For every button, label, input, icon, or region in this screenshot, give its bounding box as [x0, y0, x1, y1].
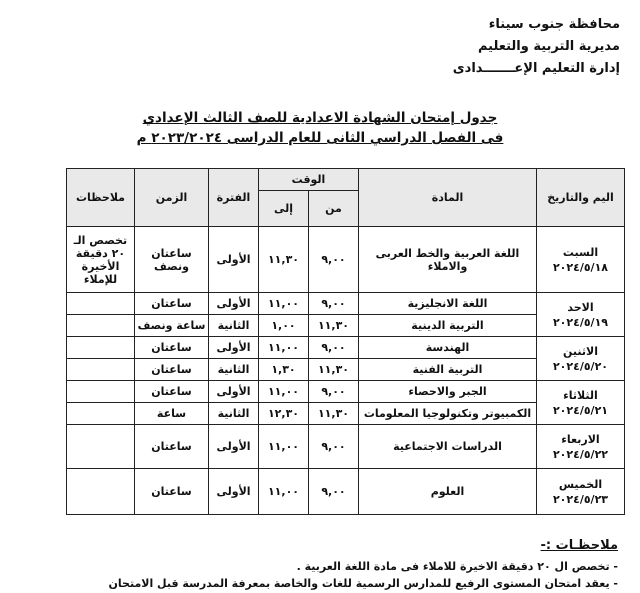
day-date-cell — [537, 227, 625, 293]
day-name: السبت — [562, 245, 599, 259]
from-time-cell: ٩,٠٠ — [309, 469, 359, 515]
notes-cell — [67, 381, 135, 403]
duration-cell: ساعتان — [135, 425, 209, 469]
table-row — [67, 293, 625, 315]
duration-cell: ساعتان — [135, 469, 209, 515]
table-row — [67, 469, 625, 515]
day-date-cell — [537, 293, 625, 337]
to-time-cell: ١,٣٠ — [259, 359, 309, 381]
day-name: الخميس — [558, 477, 603, 491]
administration-line: إدارة التعليم الإعـــــــدادى — [452, 61, 620, 76]
directorate-line: مديرية التربية والتعليم — [477, 39, 620, 54]
subject-cell: التربية الفنية — [359, 359, 537, 381]
to-time-cell: ١١,٠٠ — [259, 337, 309, 359]
notes-cell — [67, 425, 135, 469]
exam-date: ٢٠٢٤/٥/١٩ — [552, 315, 609, 329]
title-line-2: فى الفصل الدراسي الثانى للعام الدراسى ٢٠٢٣/٢٠٢٤ م — [136, 130, 504, 146]
subject-cell: التربية الدينية — [359, 315, 537, 337]
period-cell: الأولى — [209, 227, 259, 293]
to-time-cell: ١١,٠٠ — [259, 293, 309, 315]
table-row — [67, 227, 625, 293]
from-time-cell: ٩,٠٠ — [309, 293, 359, 315]
header-to: إلى — [259, 191, 309, 227]
to-time-cell: ١١,٠٠ — [259, 469, 309, 515]
day-name: الاربعاء — [561, 432, 600, 446]
day-date-cell — [537, 425, 625, 469]
subject-cell: اللغة الانجليزية — [359, 293, 537, 315]
subject-cell: العلوم — [359, 469, 537, 515]
header-time: الوقت — [259, 169, 359, 191]
period-cell: الأولى — [209, 337, 259, 359]
header-duration: الزمن — [135, 169, 209, 227]
duration-cell: ساعة — [135, 403, 209, 425]
subject-cell: الهندسة — [359, 337, 537, 359]
period-cell: الثانية — [209, 359, 259, 381]
exam-date: ٢٠٢٤/٥/٢٢ — [552, 447, 609, 461]
to-time-cell: ١١,٠٠ — [259, 381, 309, 403]
header-day-date: اليم والتاريخ — [537, 169, 625, 227]
exam-date: ٢٠٢٤/٥/٢٣ — [552, 492, 609, 506]
duration-cell: ساعتان ونصف — [135, 227, 209, 293]
from-time-cell: ١١,٣٠ — [309, 359, 359, 381]
table-row — [67, 381, 625, 403]
period-cell: الأولى — [209, 293, 259, 315]
to-time-cell: ١١,٠٠ — [259, 425, 309, 469]
period-cell: الأولى — [209, 425, 259, 469]
notes-list — [109, 558, 618, 592]
period-cell: الثانية — [209, 403, 259, 425]
period-cell: الأولى — [209, 381, 259, 403]
to-time-cell: ١٢,٣٠ — [259, 403, 309, 425]
subject-cell: اللغة العربية والخط العربى والاملاء — [359, 227, 537, 293]
duration-cell: ساعتان — [135, 337, 209, 359]
notes-cell — [67, 359, 135, 381]
day-date-cell — [537, 337, 625, 381]
from-time-cell: ٩,٠٠ — [309, 227, 359, 293]
document-title — [90, 108, 550, 148]
header-from: من — [309, 191, 359, 227]
header-subject: المادة — [359, 169, 537, 227]
duration-cell: ساعة ونصف — [135, 315, 209, 337]
from-time-cell: ٩,٠٠ — [309, 425, 359, 469]
duration-cell: ساعتان — [135, 293, 209, 315]
duration-cell: ساعتان — [135, 359, 209, 381]
table-row — [67, 425, 625, 469]
note-item: - تخصص ال ٢٠ دقيقة الاخيرة للاملاء فى مادة اللغة العربية . — [296, 560, 618, 573]
exam-date: ٢٠٢٤/٥/٢٠ — [552, 359, 609, 373]
exam-schedule-table — [66, 168, 625, 515]
header-notes: ملاحظات — [67, 169, 135, 227]
notes-cell — [67, 315, 135, 337]
from-time-cell: ١١,٣٠ — [309, 315, 359, 337]
day-date-cell — [537, 381, 625, 425]
exam-date: ٢٠٢٤/٥/١٨ — [552, 260, 609, 274]
subject-cell: الدراسات الاجتماعية — [359, 425, 537, 469]
day-name: الثلاثاء — [563, 388, 598, 402]
notes-cell — [67, 293, 135, 315]
notes-heading: ملاحظـات :- — [540, 538, 618, 553]
title-line-1: جدول إمتحان الشهادة الاعدادية للصف الثالث الإعدادي — [142, 110, 498, 126]
to-time-cell: ١١,٣٠ — [259, 227, 309, 293]
from-time-cell: ٩,٠٠ — [309, 381, 359, 403]
exam-date: ٢٠٢٤/٥/٢١ — [552, 403, 609, 417]
from-time-cell: ٩,٠٠ — [309, 337, 359, 359]
period-cell: الأولى — [209, 469, 259, 515]
to-time-cell: ١,٠٠ — [259, 315, 309, 337]
duration-cell: ساعتان — [135, 381, 209, 403]
letterhead — [453, 14, 620, 80]
day-name: الاثنين — [563, 344, 598, 358]
header-period: الفترة — [209, 169, 259, 227]
day-name: الاحد — [567, 300, 594, 314]
notes-cell — [67, 403, 135, 425]
from-time-cell: ١١,٣٠ — [309, 403, 359, 425]
table-row — [67, 337, 625, 359]
subject-cell: الجبر والاحصاء — [359, 381, 537, 403]
day-date-cell — [537, 469, 625, 515]
notes-cell: تخصص الـ ٢٠ دقيقة الأخيرة للإملاء — [67, 227, 135, 293]
notes-cell — [67, 469, 135, 515]
note-item: - يعقد امتحان المستوى الرفيع للمدارس الرسمية للغات والخاصة بمعرفة المدرسة قبل الامتحان — [108, 577, 618, 590]
subject-cell: الكمبيوتر وتكنولوجيا المعلومات — [359, 403, 537, 425]
period-cell: الثانية — [209, 315, 259, 337]
governorate-line: محافظة جنوب سيناء — [488, 17, 620, 32]
notes-cell — [67, 337, 135, 359]
